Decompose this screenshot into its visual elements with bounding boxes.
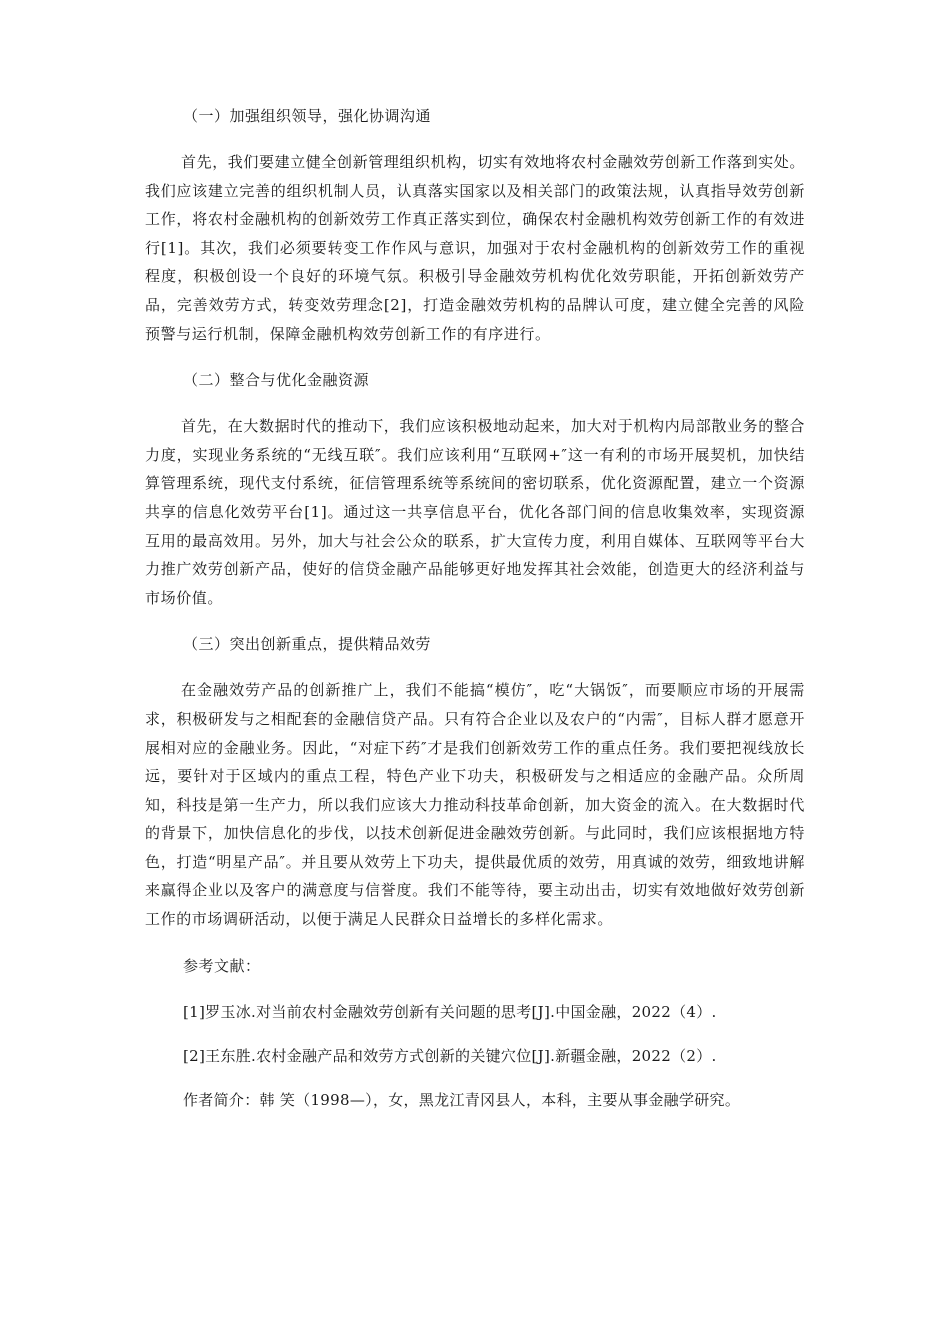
document-page bbox=[145, 104, 805, 1112]
section-2-heading: （二）整合与优化金融资源 bbox=[183, 371, 370, 390]
section-2-paragraph: 首先，在大数据时代的推动下，我们应该积极地动起来，加大对于机构内局部散业务的整合力度，实现业务系统的“无线互联″。我们应该利用“互联网+″这一有利的市场开展契机，加快结算管理系统，现代支付系统，征信管理系统等系统间的密切联系，优化资源配置，建立一个资源共享的信息化效劳平台[1]。通过这一共享信息平台，优化各部门间的信息收集效率，实现资源互用的最高效用。另外，加大与社会公众的联系，扩大宣传力度，利用自媒体、互联网等平台大力推广效劳创新产品，使好的信贷金融产品能够更好地发挥其社会效能，创造更大的经济利益与市场价值。 bbox=[145, 417, 806, 607]
references-title: 参考文献： bbox=[183, 956, 261, 975]
section-3-paragraph: 在金融效劳产品的创新推广上，我们不能搞“模仿″，吃“大锅饭″，而要顺应市场的开展需求，积极研发与之相配套的金融信贷产品。只有符合企业以及农户的“内需″，目标人群才愿意开展相对应的金融业务。因此，“对症下药″才是我们创新效劳工作的重点任务。我们要把视线放长远，要针对于区域内的重点工程，特色产业下功夫，积极研发与之相适应的金融产品。众所周知，科技是第一生产力，所以我们应该大力推动科技革命创新，加大资金的流入。在大数据时代的背景下，加快信息化的步伐，以技术创新促进金融效劳创新。与此同时，我们应该根据地方特色，打造“明星产品″。并且要从效劳上下功夫，提供最优质的效劳，用真诚的效劳，细致地讲解来赢得企业以及客户的满意度与信誉度。我们不能等待，要主动出击，切实有效地做好效劳创新工作的市场调研活动，以便于满足人民群众日益增长的多样化需求。 bbox=[145, 681, 805, 929]
reference-item: [2]王东胜.农村金融产品和效劳方式创新的关键穴位[J].新疆金融，2022（2）. bbox=[183, 1046, 717, 1065]
section-1-paragraph: 首先，我们要建立健全创新管理组织机构，切实有效地将农村金融效劳创新工作落到实处。我们应该建立完善的组织机制人员，认真落实国家以及相关部门的政策法规，认真指导效劳创新工作，将农村金融机构的创新效劳工作真正落实到位，确保农村金融机构效劳创新工作的有效进行[1]。其次，我们必须要转变工作作风与意识，加强对于农村金融机构的创新效劳工作的重视程度，积极创设一个良好的环境气氛。积极引导金融效劳机构优化效劳职能，开拓创新效劳产品，完善效劳方式，转变效劳理念[2]，打造金融效劳机构的品牌认可度，建立健全完善的风险预警与运行机制，保障金融机构效劳创新工作的有序进行。 bbox=[145, 153, 806, 343]
reference-item: [1]罗玉冰.对当前农村金融效劳创新有关问题的思考[J].中国金融，2022（4）. bbox=[183, 1002, 717, 1021]
section-3-heading: （三）突出创新重点，提供精品效劳 bbox=[183, 635, 432, 654]
author-note: 作者简介：韩 笑（1998—），女，黑龙江青冈县人，本科，主要从事金融学研究。 bbox=[183, 1090, 741, 1109]
section-1-heading: （一）加强组织领导，强化协调沟通 bbox=[183, 107, 432, 125]
